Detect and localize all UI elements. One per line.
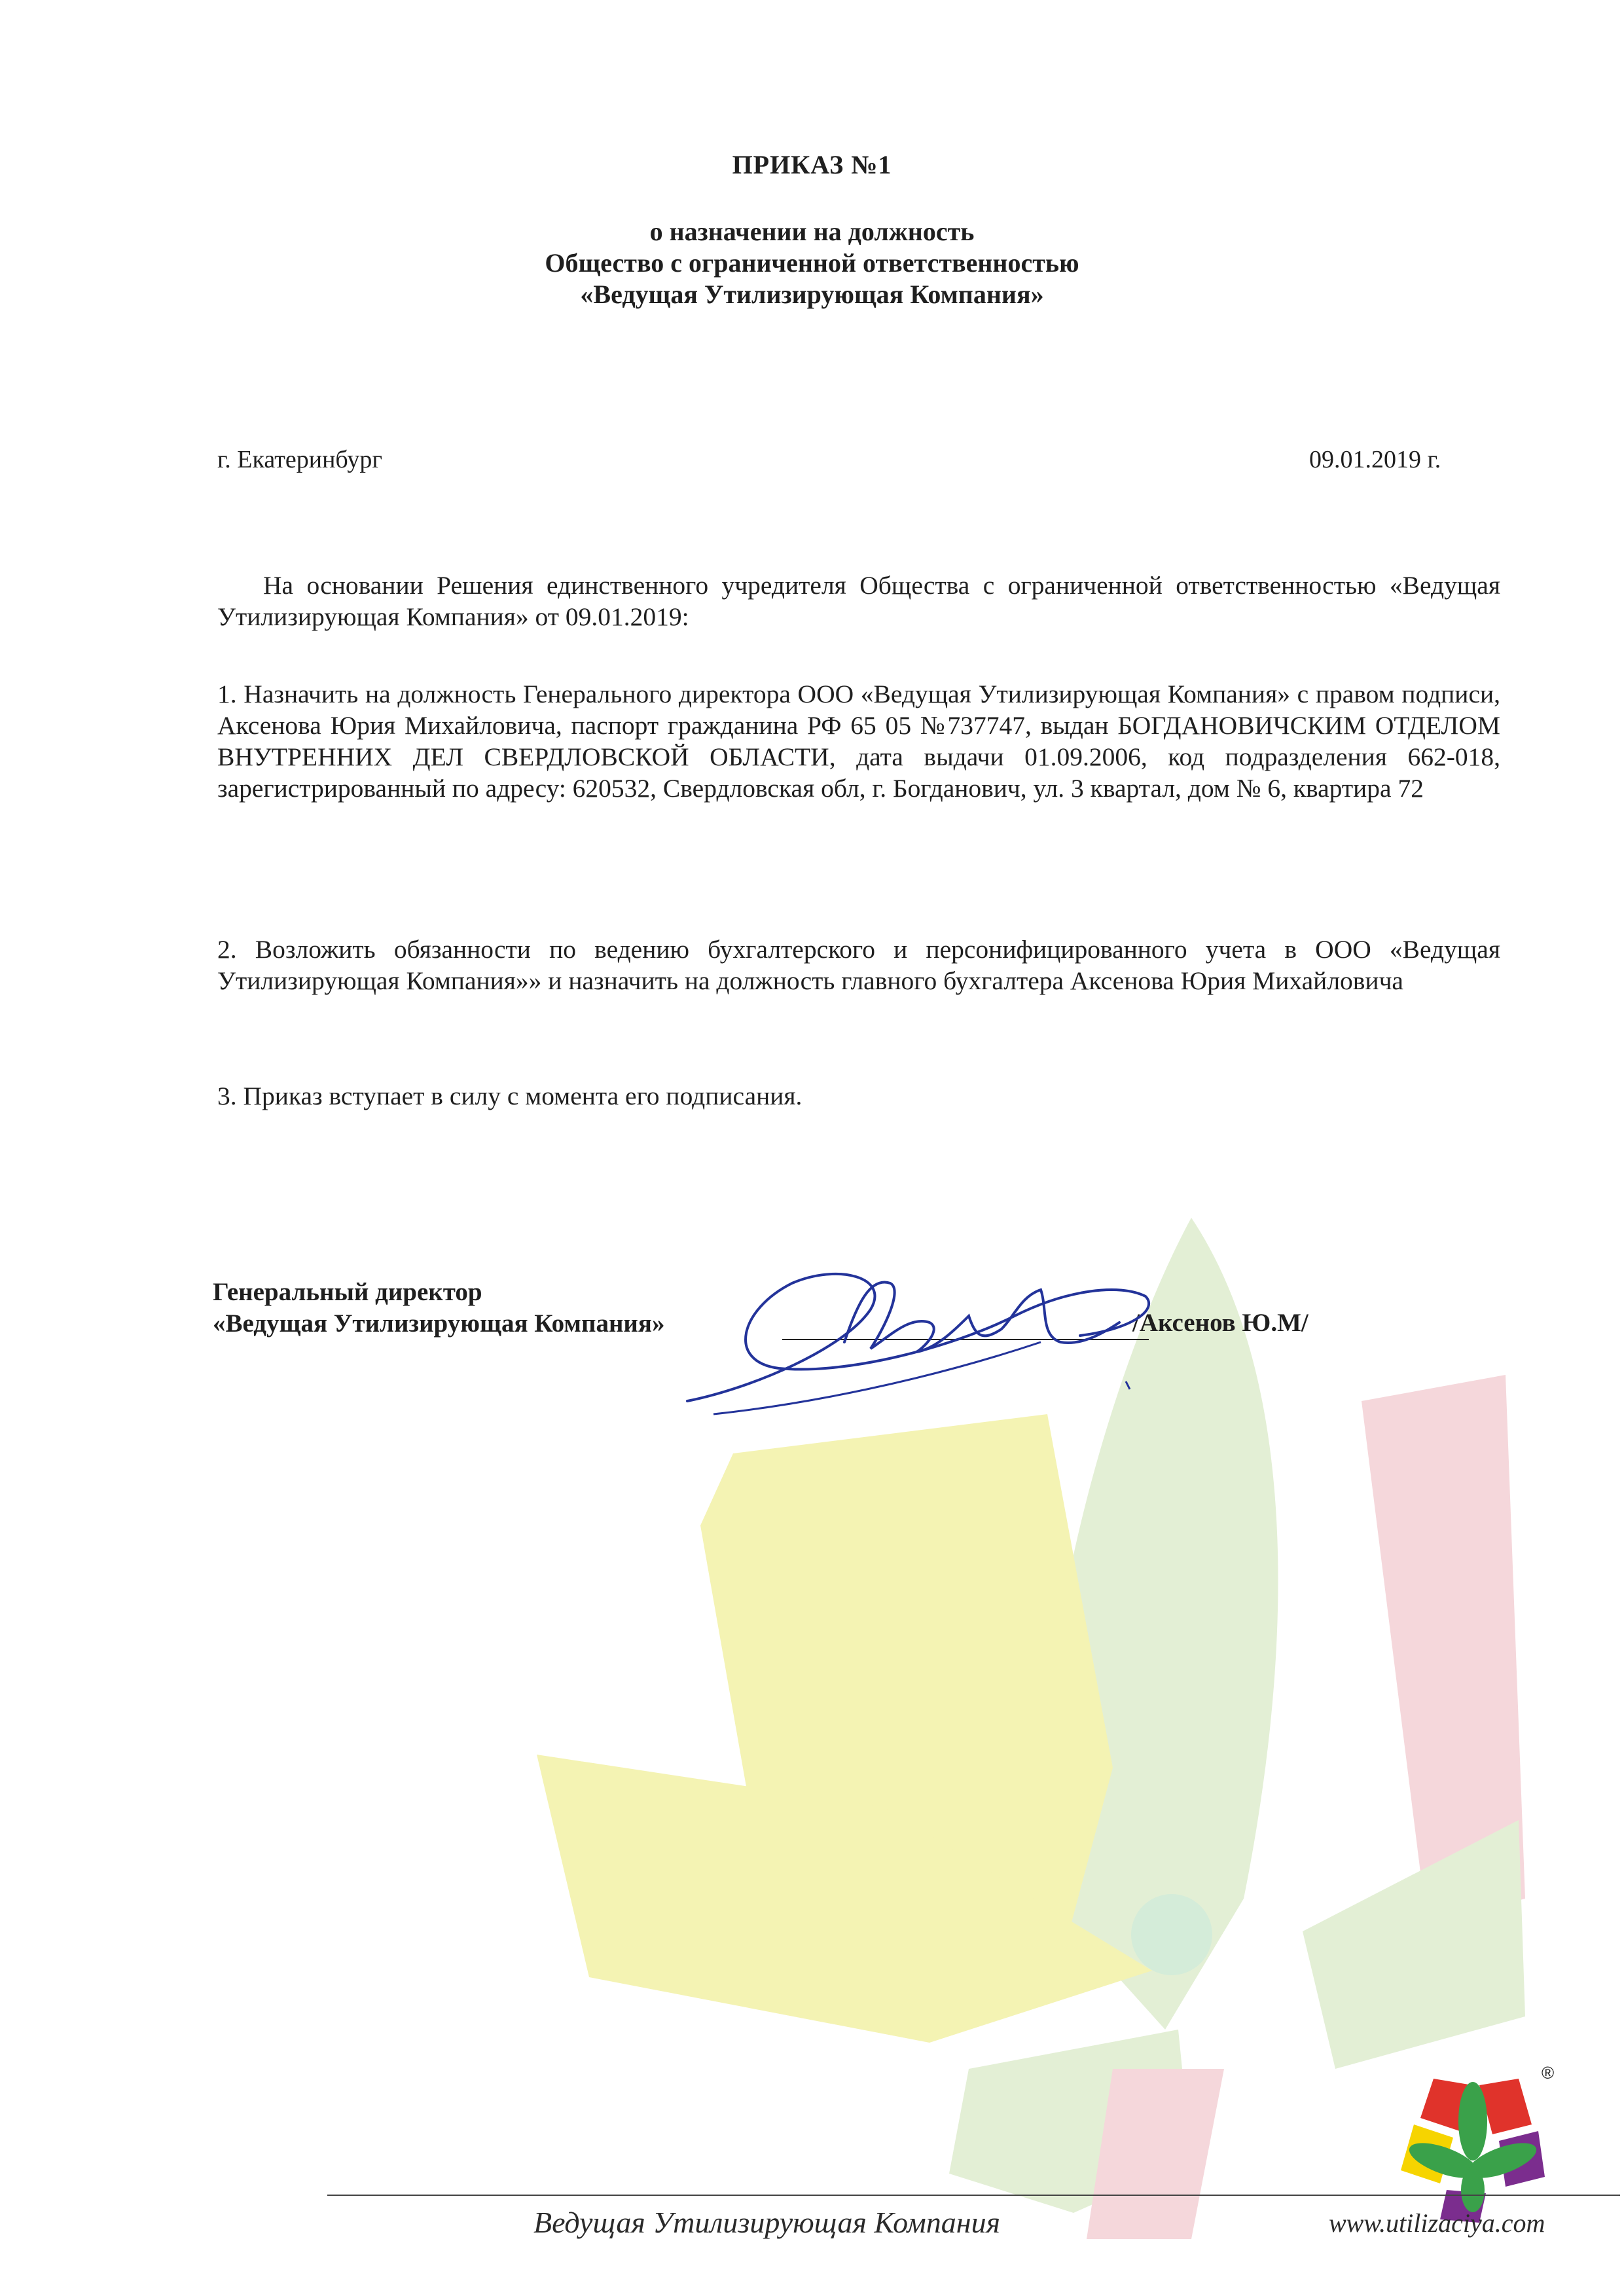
footer-divider bbox=[327, 2195, 1620, 2196]
footer-company-name: Ведущая Утилизирующая Компания bbox=[533, 2206, 1000, 2239]
registered-mark: ® bbox=[1542, 2063, 1555, 2083]
intro-paragraph: На основании Решения единственного учредителя Общества с ограниченной ответственностью «Ведущая Утилизирующая Компания» от 09.01.2019: bbox=[217, 571, 1500, 631]
signatory-position-line: Генеральный директор bbox=[213, 1278, 482, 1306]
order-item-3: 3. Приказ вступает в силу с момента его подписания. bbox=[217, 1082, 803, 1110]
signatory-name: /Аксенов Ю.М/ bbox=[1132, 1309, 1308, 1337]
handwritten-signature bbox=[674, 1237, 1172, 1434]
order-item-1: 1. Назначить на должность Генерального директора ООО «Ведущая Утилизирующая Компания» с правом подписи, Аксенова Юрия Михайловича, паспорт гражданина РФ 65 05 №737747, выдан БОГДАНОВИЧСКИМ ОТДЕЛОМ ВНУТРЕННИХ ДЕЛ СВЕРДЛОВСКОЙ ОБЛАСТИ, дата выдачи 01.09.2006, код подразделения 662-018, зарегистрированный по адресу: 620532, Свердловская обл, г. Богданович, ул. 3 квартал, дом № 6, квартира 72 bbox=[217, 680, 1500, 803]
signatory-company-line: «Ведущая Утилизирующая Компания» bbox=[213, 1309, 665, 1338]
subtitle-line: Общество с ограниченной ответственностью bbox=[545, 248, 1079, 278]
company-logo bbox=[1375, 2059, 1571, 2229]
footer-website: www.utilizaciya.com bbox=[1329, 2208, 1545, 2238]
document-date: 09.01.2019 г. bbox=[1309, 446, 1441, 473]
order-item-2: 2. Возложить обязанности по ведению бухгалтерского и персонифицированного учета в ООО «Ведущая Утилизирующая Компания»» и назначить на должность главного бухгалтера Аксенова Юрия Михайловича bbox=[217, 935, 1500, 995]
subtitle-line: о назначении на должность bbox=[649, 217, 975, 246]
document-subtitle bbox=[0, 216, 1624, 310]
document-title: ПРИКАЗ №1 bbox=[732, 150, 892, 179]
subtitle-line: «Ведущая Утилизирующая Компания» bbox=[580, 280, 1044, 309]
signatory-position bbox=[213, 1277, 664, 1340]
document-city: г. Екатеринбург bbox=[217, 446, 382, 473]
